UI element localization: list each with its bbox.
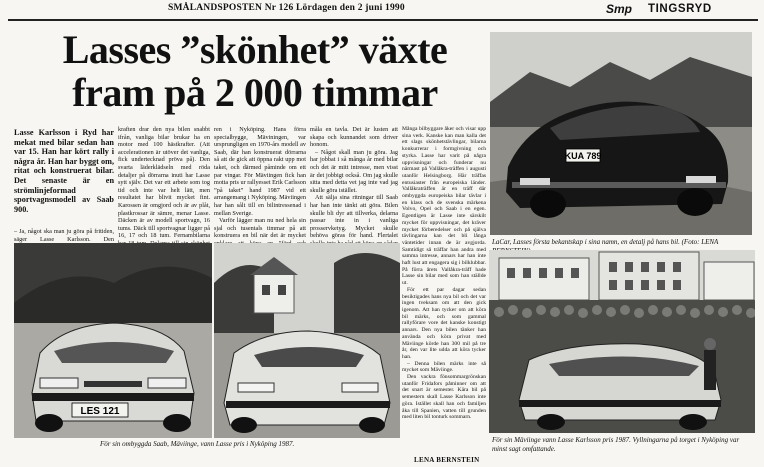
col4-p3: Att sälja sina ritningar till Saab har han inte tänkt att göra. Bilen skulle bli dyr att tillverka, delarna passar inte in i vanliga prosservketyg. Mycket skulle behöva göras för hand. Flertalet [310,194,398,240]
byline: LENA BERNSTEIN [414,456,480,464]
col5-p3: – Denna bilen märks inte så mycket som Mäviinge. [402,360,486,374]
caption-mid-photos: För sin ombyggda Saab, Mäviinge, vann Lasse pris i Nyköping 1987. [100,440,295,448]
caption-bottom-photo: För sin Mäviinge vann Lasse Karlsson pris 1987. Vyllningarna på torget i Nyköping var minst sagt omfattande. [492,436,740,453]
smp-logo: Smp [606,2,633,16]
photo-saab-yard [214,243,400,438]
photo-saab-front-left [14,243,212,438]
article-ingress: Lasse Karlsson i Ryd har mekat med bilar sedan han var 15. Han har kört rally i några år. Han har byggt om, ritat och konstruerat bilar. Det senaste är en strömlinjeformad sportvagnsmodell av Saab 900. [14,128,114,214]
col2-p1: kraften drar den nya bilen snabbt ifrån, vanliga bilar brukar ha en motor med 100 hästkrafter. (Att accelerationen är utöver det vanliga, fick undertecknad pröva på). Den svarta läderklädseln med röda detaljer på dörrarna inuti har Lasse sytt själv. Det var ett arbete som tog tid och inte var helt lätt, men resultatet har blivit mycket fint. Karossen är omgjord och är av plåt, plastkrossar är sämre, menar Lasse. Däcken är av modell sportvagn, 16 tums. Däck till sportvagnar ligger på 16, 17 och 18 tum. Fernambilarna [118,126,210,240]
photo-car-field [490,32,752,235]
col4-p1: måla en tavla. Det är lusten att skapa och kunnandet som driver honom. [310,126,398,149]
car-plate-top: KUA 789 [564,151,602,161]
col5-p4: Den vackra fönsommargrönskan utanför Fridafors påminner om att det snart är semester. Kära bil på semestern skall Lasse Karlsson inte göra. Istället skall han och familjen åka till Spanien, vatten till grunden med liten bil tonturk sommarn. [402,374,486,421]
masthead-issue: SMÅLANDSPOSTEN Nr 126 Lördagen den 2 juni 1990 [168,3,405,13]
car-plate-mid: LES 121 [80,406,120,417]
article-column-2 [118,126,210,255]
masthead-rule [8,19,758,21]
col3-p1: ren i Nyköping. Hans förra specialbygge, Mäviningen, var ursprungligen en 1970-års modell av Saab, där han konstruerat dörrarna så att de gick att öppna rakt upp mot taket, och därmed påminde om ett par vingar. För Mäviingen fick han motta pris ur rallyesset Erik Carlsson ”på taket” hand 1987 vid ett arrangemang i Nyköping. Mäviingen har han sålt till en bilintressenad i mellan Sverige. [214,126,306,217]
col4-p2: – Något skall man ju göra. Jag har jobbat i så många år med bilar och det är mitt intresse, men visst är det jobbigt också. Om jag skulle sitta med detta vet jag inte vad jag skulle göra istället. [310,148,398,194]
col5-p2: För ett par dagar sedan besiktigades hans nya bil och det var ingen tveksam om att den gick igenom. Att han tycker om att köra bil märks, och som gammal rallyförare vore det kanske konstigt annars. Den nya bilen tänker han använda och köra privat med Mäviinge körde han 300 mil på tre år, den var lite udda att köra tycker han. [402,286,486,360]
col1-p1: – Ja, något ska man ju göra på fritiden, säger Lasse Karlsson. Den [14,228,114,243]
photo-crowd-nykoping [489,250,755,433]
section-title: TINGSRYD [648,3,712,15]
col5-p1: Många bilbyggare åker och visar upp sina verk. Kanske kan man kalla det ett slags skönhetstävlingar, bilarna konkurrerar i formgivning och styrka. Lasse har varit på några uppvisningar och funderar nu närmast på Vallåkra-träffen i augusti utanför Helsingborg. Här träffas entusiaster från europeiska länder. Vallåkraträffen är en träff där ombyggda europeiska bilar tävlar i en klass och de svenska märkena Volvo, Opel och Saab i en egen. Egentligen är Lasse inte särskilt mycket för uppvisningar, det kräver mycket förberedelser och på själva tävlingarna kan det bli långa väntetider innan de är avgjorda. Samtidigt så träffar han andra med samma intresse, annars har han inte haft lust att engagera sig i bilklubbar. På förra årets Vallåkra-träff hade Lasse sin bilar med som han ställde ut. [402,126,486,287]
headline: Lasses ”skönhet” växte fram på 2 000 timmar [62,27,448,115]
article-column-5 [402,126,486,421]
col3-p2: Varför lägger man nu ned hela sin sjal och tusentals timmar på att konstruera en bil när det är mycket [214,217,306,240]
article-column-4 [310,126,398,255]
caption-top-photo: LaCar, Lasses första bekantskap i sina namn, en detalj på hans bil. (Foto: LENA [492,238,719,246]
